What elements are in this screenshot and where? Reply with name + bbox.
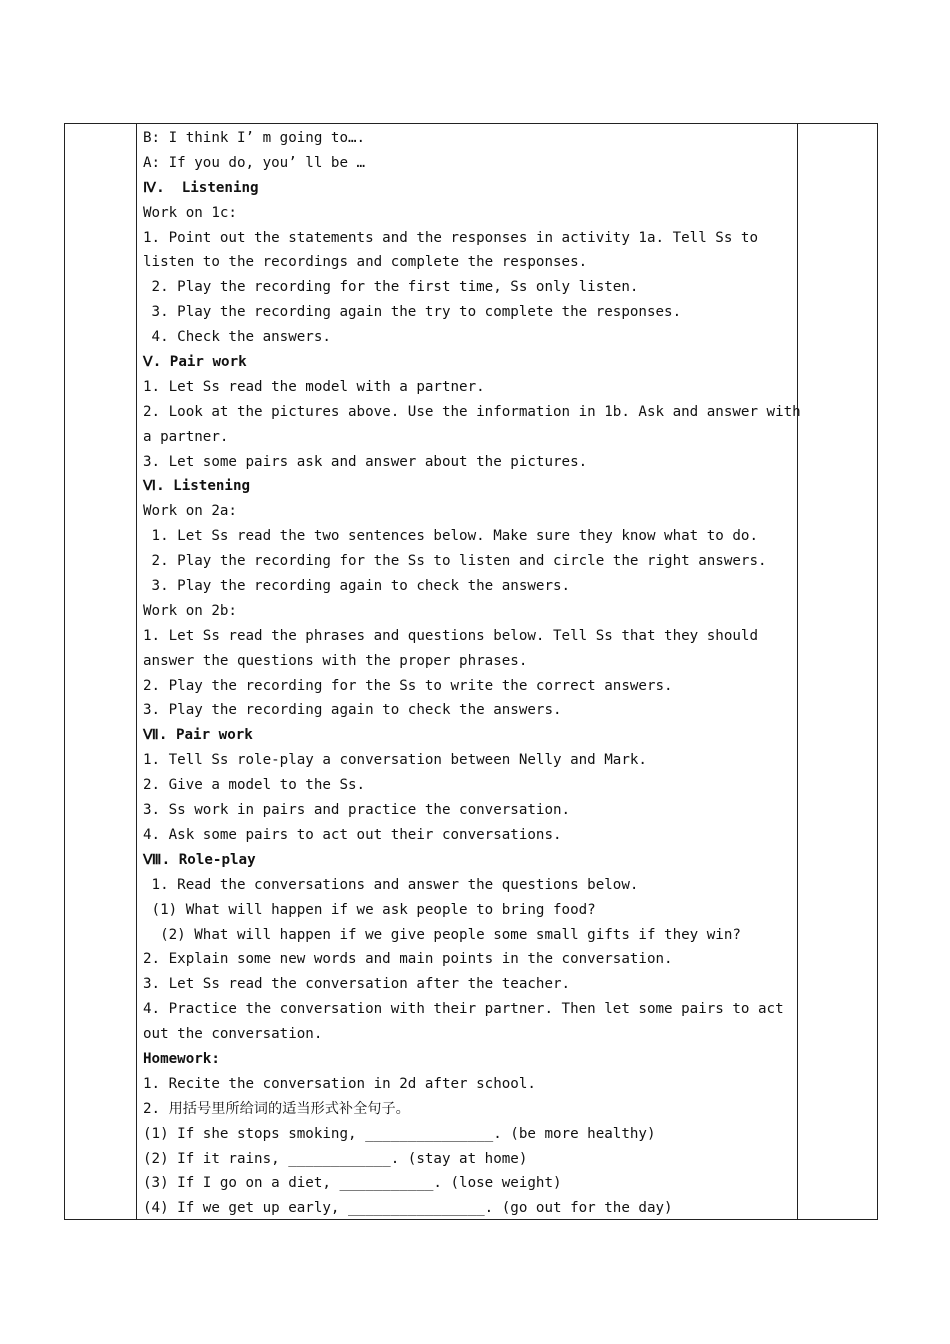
text-line: 1. Let Ss read the phrases and questions below. Tell Ss that they should: [143, 627, 758, 644]
lesson-table: [64, 123, 878, 1220]
text-line: 1. Let Ss read the model with a partner.: [143, 378, 485, 395]
text-line: 1. Let Ss read the two sentences below. Make sure they know what to do.: [143, 528, 758, 545]
text-line: 1. Point out the statements and the responses in activity 1a. Tell Ss to: [143, 229, 758, 246]
text-line: (4) If we get up early, ________________. (go out for the day): [143, 1200, 673, 1217]
section-heading: Ⅷ. Role-play: [143, 851, 256, 868]
text-line: 1. Recite the conversation in 2d after school.: [143, 1075, 536, 1092]
section-heading: Ⅳ. Listening: [143, 179, 259, 196]
text-line: 2. Play the recording for the first time, Ss only listen.: [143, 279, 639, 296]
text-line: listen to the recordings and complete the responses.: [143, 254, 588, 271]
text-line: (2) What will happen if we give people some small gifts if they win?: [143, 926, 741, 943]
text-line: (2) If it rains, ____________. (stay at home): [143, 1150, 528, 1167]
text-line: 2. Play the recording for the Ss to listen and circle the right answers.: [143, 553, 767, 570]
text-line: 4. Practice the conversation with their partner. Then let some pairs to act: [143, 1001, 784, 1018]
text-line: 3. Ss work in pairs and practice the conversation.: [143, 802, 571, 819]
text-line: 3. Play the recording again to check the answers.: [143, 578, 571, 595]
text-line: Work on 1c:: [143, 204, 237, 221]
text-line: 4. Check the answers.: [143, 329, 331, 346]
text-line: Work on 2b:: [143, 602, 237, 619]
text-line: out the conversation.: [143, 1026, 323, 1043]
text-line: 2. Look at the pictures above. Use the information in 1b. Ask and answer with: [143, 403, 801, 420]
text-line: 3. Let some pairs ask and answer about the pictures.: [143, 453, 588, 470]
text-line: 3. Play the recording again to check the answers.: [143, 702, 562, 719]
section-heading: Ⅶ. Pair work: [143, 727, 253, 744]
lesson-content: [143, 126, 803, 1221]
text-line: Work on 2a:: [143, 503, 237, 520]
text-line: (1) What will happen if we ask people to bring food?: [143, 901, 596, 918]
text-line: 1. Tell Ss role-play a conversation between Nelly and Mark.: [143, 752, 647, 769]
left-column-divider: [136, 124, 137, 1219]
section-heading: Ⅵ. Listening: [143, 478, 251, 495]
text-line: 2. 用括号里所给词的适当形式补全句子。: [143, 1100, 410, 1117]
text-line: 1. Read the conversations and answer the questions below.: [143, 876, 639, 893]
text-line: 4. Ask some pairs to act out their conversations.: [143, 826, 562, 843]
text-line: B: I think I’ m going to….: [143, 130, 366, 146]
text-line: 2. Explain some new words and main points in the conversation.: [143, 951, 673, 968]
section-heading: Homework:: [143, 1050, 220, 1067]
text-line: 3. Let Ss read the conversation after the teacher.: [143, 976, 571, 993]
text-line: answer the questions with the proper phrases.: [143, 652, 528, 669]
text-line: (1) If she stops smoking, _______________. (be more healthy): [143, 1125, 656, 1142]
text-line: 2. Play the recording for the Ss to write the correct answers.: [143, 677, 673, 694]
text-line: A: If you do, you’ ll be …: [143, 154, 366, 171]
text-line: 2. Give a model to the Ss.: [143, 777, 366, 794]
section-heading: Ⅴ. Pair work: [143, 354, 247, 371]
text-line: a partner.: [143, 428, 229, 445]
text-line: 3. Play the recording again the try to complete the responses.: [143, 304, 682, 321]
text-line: (3) If I go on a diet, ___________. (lose weight): [143, 1175, 562, 1192]
